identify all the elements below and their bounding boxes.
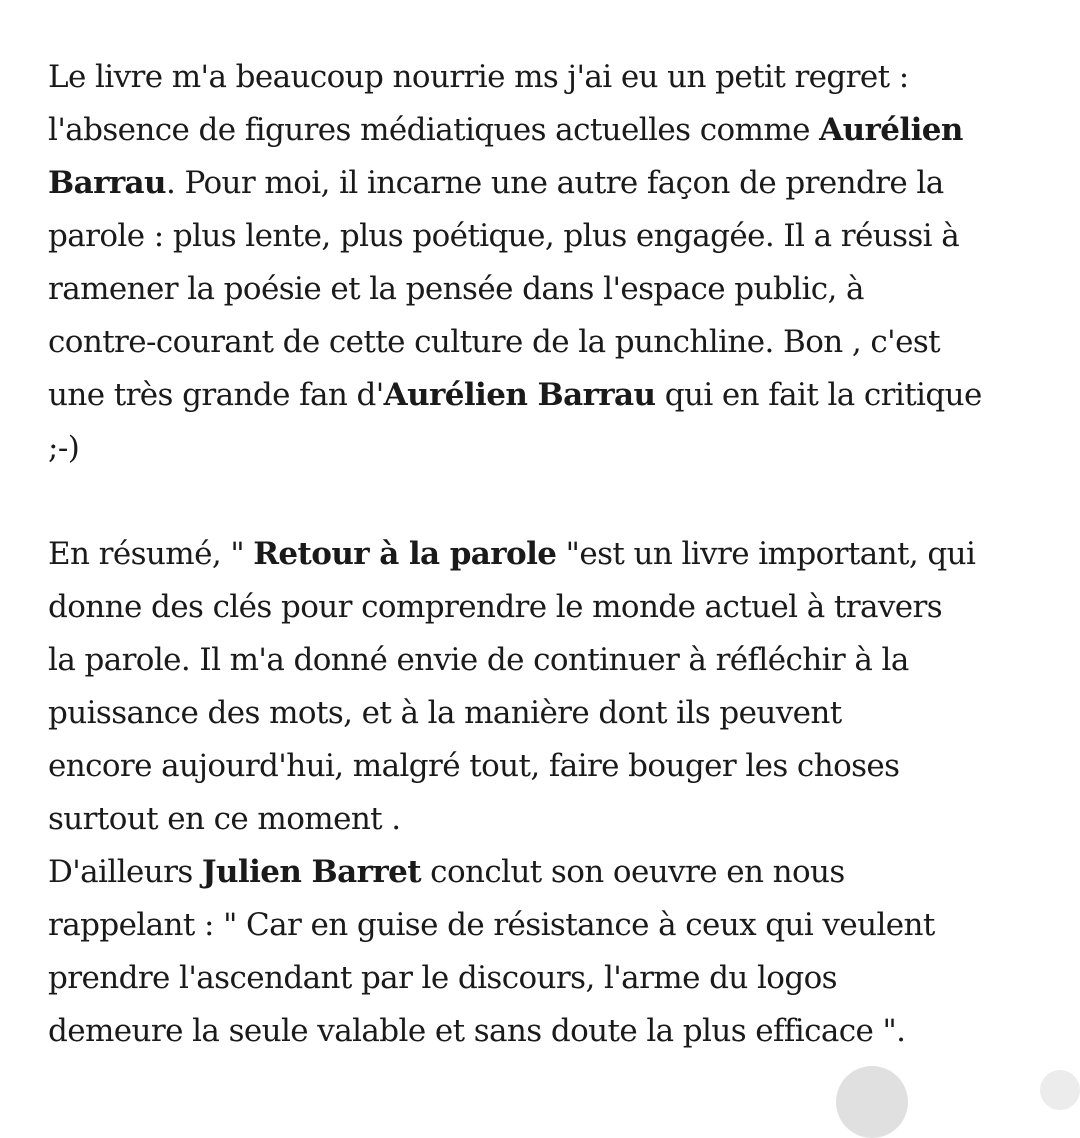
text-line: [48, 952, 1058, 1005]
text-line: [48, 157, 1058, 210]
text-span: encore aujourd'hui, malgré tout, faire bouger les choses: [48, 748, 900, 784]
text-span: . Pour moi, il incarne une autre façon de prendre la: [165, 165, 944, 201]
text-span: surtout en ce moment .: [48, 801, 401, 837]
paragraph-regret: [48, 51, 1058, 475]
text-span: parole : plus lente, plus poétique, plus engagée. Il a réussi à: [48, 218, 960, 254]
text-line: [48, 1005, 1058, 1058]
text-span: une très grande fan d': [48, 377, 384, 413]
text-line: [48, 581, 1058, 634]
text-span: D'ailleurs: [48, 854, 202, 890]
text-span: donne des clés pour comprendre le monde actuel à travers: [48, 589, 943, 625]
text-line: [48, 369, 1058, 422]
bold-name: Aurélien Barrau: [383, 377, 656, 413]
text-span: contre-courant de cette culture de la punchline. Bon , c'est: [48, 324, 941, 360]
floating-action-button[interactable]: [836, 1066, 908, 1138]
text-line: [48, 104, 1058, 157]
text-span: "est un livre important, qui: [556, 536, 976, 572]
bold-name: Aurélien: [819, 112, 963, 148]
text-span: Le livre m'a beaucoup nourrie ms j'ai eu un petit regret :: [48, 59, 909, 95]
text-span: puissance des mots, et à la manière dont ils peuvent: [48, 695, 842, 731]
text-line: [48, 422, 1058, 475]
text-line: [48, 899, 1058, 952]
paragraph-gap: [48, 475, 1058, 528]
text-span: la parole. Il m'a donné envie de continuer à réfléchir à la: [48, 642, 909, 678]
text-line: [48, 528, 1058, 581]
article-text: [48, 51, 1058, 1058]
text-span: prendre l'ascendant par le discours, l'arme du logos: [48, 960, 837, 996]
text-line: [48, 210, 1058, 263]
text-span: En résumé, ": [48, 536, 254, 572]
text-line: [48, 846, 1058, 899]
bold-name: Julien Barret: [201, 854, 421, 890]
text-span: conclut son oeuvre en nous: [420, 854, 845, 890]
book-title: Retour à la parole: [253, 536, 557, 572]
corner-button[interactable]: [1040, 1070, 1080, 1110]
text-line: [48, 316, 1058, 369]
text-span: demeure la seule valable et sans doute la plus efficace ".: [48, 1013, 906, 1049]
text-line: [48, 263, 1058, 316]
paragraph-summary: [48, 528, 1058, 1058]
text-line: [48, 793, 1058, 846]
text-span: ;-): [48, 430, 80, 466]
text-span: ramener la poésie et la pensée dans l'espace public, à: [48, 271, 864, 307]
text-span: qui en fait la critique: [655, 377, 982, 413]
text-span: l'absence de figures médiatiques actuelles comme: [48, 112, 820, 148]
bold-name: Barrau: [48, 165, 166, 201]
text-line: [48, 687, 1058, 740]
text-span: rappelant : " Car en guise de résistance à ceux qui veulent: [48, 907, 935, 943]
text-line: [48, 51, 1058, 104]
text-line: [48, 740, 1058, 793]
text-line: [48, 634, 1058, 687]
